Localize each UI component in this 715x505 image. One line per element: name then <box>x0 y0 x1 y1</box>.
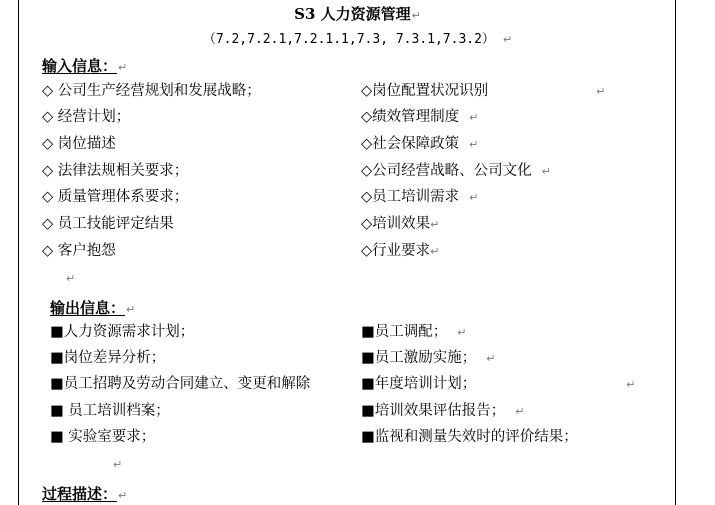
paragraph-mark-icon: ↵ <box>126 303 136 316</box>
output-item: ■岗位差异分析； <box>50 350 166 366</box>
page-border-left <box>18 0 19 505</box>
input-item: ◇ 公司生产经营规划和发展战略； <box>42 83 261 99</box>
input-item: ◇ 员工技能评定结果 <box>42 216 174 232</box>
input-item: ◇ 经营计划； <box>42 109 131 125</box>
output-item: ■ 实验室要求； <box>50 429 156 445</box>
paragraph-mark-icon: ↵ <box>502 33 513 46</box>
paragraph-mark-icon: ↵ <box>66 272 76 285</box>
paragraph-mark-icon: ↵ <box>541 165 551 178</box>
input-heading: 输入信息：↵ <box>42 57 128 75</box>
paragraph-mark-icon: ↵ <box>113 458 123 471</box>
title-text: S3 人力资源管理 <box>294 5 411 23</box>
paragraph-mark-icon: ↵ <box>626 378 636 391</box>
output-item: ■年度培训计划； ↵ <box>361 376 636 392</box>
input-item: ◇绩效管理制度 ↵ <box>361 109 479 125</box>
clause-references <box>0 28 715 47</box>
input-item: ◇ 法律法规相关要求； <box>42 163 189 179</box>
paragraph-mark-icon: ↵ <box>430 245 440 258</box>
output-item: ■监视和测量失效时的评价结果； <box>361 429 578 445</box>
paragraph-mark-icon: ↵ <box>118 489 128 502</box>
input-item: ◇公司经营战略、公司文化 ↵ <box>361 163 551 179</box>
paragraph-mark-icon: ↵ <box>430 218 440 231</box>
output-item: ■人力资源需求计划； <box>50 324 195 340</box>
output-heading: 输出信息：↵ <box>50 299 136 317</box>
output-item: ■员工调配； ↵ <box>361 324 467 340</box>
page-border-right <box>675 0 676 505</box>
input-item: ◇员工培训需求 ↵ <box>361 189 479 205</box>
output-item: ■ 员工培训档案； <box>50 403 170 419</box>
paragraph-mark-icon: ↵ <box>469 138 479 151</box>
process-heading: 过程描述：↵ <box>42 485 128 503</box>
paragraph-mark-icon: ↵ <box>486 352 496 365</box>
input-item: ◇ 客户抱怨 <box>42 243 116 259</box>
input-item: ◇社会保障政策 ↵ <box>361 136 479 152</box>
input-item: ◇ 岗位描述 <box>42 136 116 152</box>
input-item: ◇ 质量管理体系要求； <box>42 189 189 205</box>
paragraph-mark-icon: ↵ <box>411 9 421 22</box>
input-item: ◇培训效果↵ <box>361 216 440 232</box>
output-item: ■员工招聘及劳动合同建立、变更和解除 <box>50 376 311 392</box>
paragraph-mark-icon: ↵ <box>469 111 479 124</box>
paragraph-mark-icon: ↵ <box>596 85 606 98</box>
output-item: ■员工激励实施； ↵ <box>361 350 496 366</box>
paragraph-mark-icon: ↵ <box>469 191 479 204</box>
paragraph-mark-icon: ↵ <box>118 61 128 74</box>
input-item: ◇岗位配置状况识别 ↵ <box>361 83 606 99</box>
document-title <box>0 3 715 24</box>
output-item: ■培训效果评估报告； ↵ <box>361 403 525 419</box>
paragraph-mark-icon: ↵ <box>457 326 467 339</box>
input-item: ◇行业要求↵ <box>361 243 440 259</box>
clause-text: （7.2,7.2.1,7.2.1.1,7.3, 7.3.1,7.3.2） <box>202 32 495 47</box>
paragraph-mark-icon: ↵ <box>515 405 525 418</box>
